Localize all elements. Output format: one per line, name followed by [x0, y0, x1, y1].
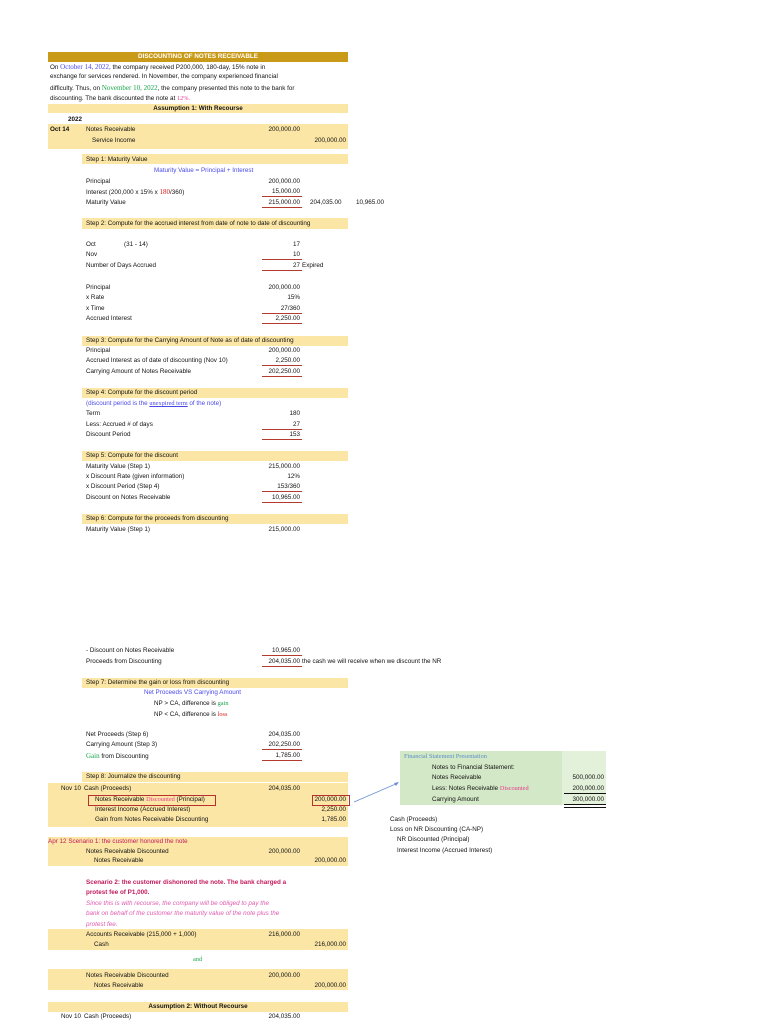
scenario1-title: Apr 12 Scenario 1: the customer honored the note — [48, 838, 188, 845]
step8-cash-label: Cash (Proceeds) — [84, 785, 132, 792]
entry1-credit-account: Service Income — [92, 137, 136, 144]
scenario1-dr: Notes Receivable Discounted — [86, 848, 169, 855]
step1-mv: 215,000.00 — [268, 199, 300, 206]
scenario1-cr-amount: 200,000.00 — [314, 857, 346, 864]
step5-title: Step 5: Compute for the discount — [86, 452, 179, 459]
step3-principal: 200,000.00 — [268, 347, 300, 354]
scenario2-dr-amount: 216,000.00 — [268, 931, 300, 938]
step2-rate-label: x Rate — [86, 294, 105, 301]
step7-np-label: Net Proceeds (Step 6) — [86, 731, 149, 738]
step5-discount-underline — [262, 502, 302, 503]
entry1-credit-amount: 200,000.00 — [314, 137, 346, 144]
step4-period-label: Discount Period — [86, 431, 131, 438]
step1-title: Step 1: Maturity Value — [86, 156, 148, 163]
intro-line-2: exchange for services rendered. In November, the company experienced financial — [50, 73, 278, 80]
scenario2-cr2: Notes Receivable — [94, 982, 144, 989]
step6-mv-label: Maturity Value (Step 1) — [86, 526, 150, 533]
assumption2-title: Assumption 2: Without Recourse — [148, 1003, 248, 1010]
scenario2-title-2: protest fee of P1,000. — [86, 889, 150, 896]
step3-underline — [262, 365, 302, 366]
step2-accrued: 2,250.00 — [275, 315, 300, 322]
step8-gain-label: Gain from Notes Receivable Discounting — [95, 816, 209, 823]
step5-period: 153/360 — [277, 483, 300, 490]
step2-days-value: 27 — [292, 262, 300, 269]
step2-nov-value: 10 — [292, 251, 300, 258]
step7-ca: 202,250.00 — [268, 741, 300, 748]
fs-less: 200,000.00 — [572, 785, 604, 792]
step4-title: Step 4: Compute for the discount period — [86, 389, 198, 396]
step8-ii: 2,250.00 — [321, 806, 346, 813]
step8-nrd: 200,000.00 — [314, 796, 346, 803]
fs-nr: 500,000.00 — [572, 774, 604, 781]
step4-less: 27 — [292, 421, 300, 428]
fs-carrying-label: Carrying Amount — [432, 796, 479, 803]
step5-discount-label: Discount on Notes Receivable — [86, 494, 171, 501]
step6-less: 10,965.00 — [271, 647, 300, 654]
scenario2-and: and — [193, 956, 203, 963]
side-note-line-1: Cash (Proceeds) — [390, 816, 438, 823]
intro-line-1: On October 14, 2022, the company received P200,000, 180-day, 15% note in — [50, 63, 266, 71]
step4-term: 180 — [289, 410, 300, 417]
step2-expired-label: Expired — [302, 262, 324, 269]
step7-gain-underline — [262, 760, 302, 761]
step4-less-label: Less: Accrued # of days — [86, 421, 153, 428]
scenario2-dr2: Notes Receivable Discounted — [86, 972, 169, 979]
side-note-line-3: NR Discounted (Principal) — [397, 836, 470, 843]
step2-principal: 200,000.00 — [268, 284, 300, 291]
step7-rule-gain: NP > CA, difference is gain — [154, 700, 229, 707]
step6-less-label: - Discount on Notes Receivable — [86, 647, 175, 654]
arrow-connector-icon — [352, 780, 402, 804]
step5-mv: 215,000.00 — [268, 463, 300, 470]
step3-title: Step 3: Compute for the Carrying Amount of Note as of date of discounting — [86, 337, 294, 344]
step7-underline — [262, 749, 302, 750]
step6-mv: 215,000.00 — [268, 526, 300, 533]
side-note-line-4: Interest Income (Accrued Interest) — [397, 847, 493, 854]
step7-ca-label: Carrying Amount (Step 3) — [86, 741, 158, 748]
step2-accrued-underline — [262, 313, 302, 314]
scenario2-title-1: Scenario 2: the customer dishonored the note. The bank charged a — [86, 879, 287, 886]
fs-title: Financial Statement Presentation — [404, 753, 487, 760]
step2-days-label: Number of Days Accrued — [86, 262, 156, 269]
step1-mv-underline — [262, 207, 302, 208]
step2-principal-label: Principal — [86, 284, 111, 291]
step2-days-total-underline — [262, 270, 302, 271]
step5-discount: 10,965.00 — [271, 494, 300, 501]
step6-proceeds: 204,035.00 — [268, 658, 300, 665]
entry1-date: Oct 14 — [50, 126, 70, 133]
step1-formula: Maturity Value = Principal + Interest — [154, 167, 254, 174]
step2-rate: 15% — [287, 294, 300, 301]
step6-title: Step 6: Compute for the proceeds from discounting — [86, 515, 229, 522]
step8-cash: 204,035.00 — [268, 785, 300, 792]
step1-interest-label: Interest (200,000 x 15% x 180/360) — [86, 188, 185, 196]
step2-title: Step 2: Compute for the accrued interest from date of note to date of discounting — [86, 220, 311, 227]
fs-carrying: 300,000.00 — [572, 796, 604, 803]
scenario2-note-3: protest fee. — [86, 921, 118, 928]
step3-accrued: 2,250.00 — [275, 357, 300, 364]
step2-oct-value: 17 — [292, 241, 300, 248]
step1-principal-label: Principal — [86, 178, 111, 185]
step5-rate-label: x Discount Rate (given information) — [86, 473, 185, 480]
step3-accrued-label: Accrued Interest as of date of discounting (Nov 10) — [86, 357, 228, 364]
scenario2-note-1: Since this is with recourse, the company will be obliged to pay the — [86, 900, 270, 907]
entry1-debit-amount: 200,000.00 — [268, 126, 300, 133]
scenario2-cr: Cash — [94, 941, 109, 948]
step5-underline — [262, 491, 302, 492]
step2-accrued-total-underline — [262, 323, 302, 324]
intro-line-3: difficulty. Thus, on November 10, 2022, the company presented this note to the bank for — [50, 84, 295, 92]
assumption1-title: Assumption 1: With Recourse — [153, 105, 243, 112]
step2-accrued-label: Accrued Interest — [86, 315, 132, 322]
step4-period: 153 — [289, 431, 300, 438]
scenario2-dr2-amount: 200,000.00 — [268, 972, 300, 979]
step2-days-underline — [262, 259, 302, 260]
step7-np: 204,035.00 — [268, 731, 300, 738]
step4-underline — [262, 429, 302, 430]
step6-underline — [262, 655, 302, 656]
step6-proceeds-label: Proceeds from Discounting — [86, 658, 162, 665]
step7-title: Step 7: Determine the gain or loss from discounting — [86, 679, 230, 686]
step6-proceeds-underline — [262, 666, 302, 667]
step1-mv-label: Maturity Value — [86, 199, 126, 206]
step3-principal-label: Principal — [86, 347, 111, 354]
step7-gain-label: Gain from Discounting — [86, 752, 149, 760]
step4-note: (discount period is the unexpired term of the note) — [86, 400, 222, 407]
scenario2-dr: Accounts Receivable (215,000 + 1,000) — [86, 931, 197, 938]
fs-underline — [564, 793, 606, 794]
page-title: DISCOUNTING OF NOTES RECEIVABLE — [138, 53, 258, 60]
step3-carrying-underline — [262, 376, 302, 377]
scenario2-cr2-amount: 200,000.00 — [314, 982, 346, 989]
step8-nrd-label: Notes Receivable Discounted (Principal) — [95, 796, 205, 803]
step1-interest: 15,000.00 — [271, 188, 300, 195]
fs-nr-label: Notes Receivable — [432, 774, 482, 781]
scenario2-cr-amount: 216,000.00 — [314, 941, 346, 948]
step2-oct-calc: (31 - 14) — [124, 241, 148, 248]
step1-underline — [262, 196, 302, 197]
intro-line-4: discounting. The bank discounted the note at 12%. — [50, 95, 191, 102]
fs-double-underline — [564, 804, 606, 808]
step1-extra-2: 10,965.00 — [356, 199, 385, 206]
step1-extra-1: 204,035.00 — [310, 199, 342, 206]
scenario1-cr: Notes Receivable — [94, 857, 144, 864]
scenario2-note-2: bank on behalf of the customer the maturity value of the note plus the — [86, 910, 280, 917]
fs-notes-title: Notes to Financial Statement: — [432, 764, 515, 771]
step7-rule-loss: NP < CA, difference is loss — [154, 711, 228, 718]
step2-oct-label: Oct — [86, 241, 96, 248]
step1-principal: 200,000.00 — [268, 178, 300, 185]
step4-period-underline — [262, 439, 302, 440]
step8-gain: 1,785.00 — [321, 816, 346, 823]
step3-carrying-label: Carrying Amount of Notes Receivable — [86, 368, 191, 375]
last-entry-date: Nov 10 — [61, 1013, 81, 1020]
step7-gain: 1,785.00 — [275, 752, 300, 759]
last-entry-amount: 204,035.00 — [268, 1013, 300, 1020]
fs-less-label: Less: Notes Receivable Discounted — [432, 785, 529, 792]
step3-carrying: 202,250.00 — [268, 368, 300, 375]
step2-nov-label: Nov — [86, 251, 98, 258]
step5-rate: 12% — [287, 473, 300, 480]
step4-term-label: Term — [86, 410, 100, 417]
step5-period-label: x Discount Period (Step 4) — [86, 483, 160, 490]
last-entry-label: Cash (Proceeds) — [84, 1013, 132, 1020]
side-note-line-2: Loss on NR Discounting (CA-NP) — [390, 826, 484, 833]
step7-compare: Net Proceeds VS Carrying Amount — [144, 689, 241, 696]
step8-ii-label: Interest Income (Accrued Interest) — [95, 806, 191, 813]
step2-time: 27/360 — [280, 305, 300, 312]
year-label: 2022 — [68, 116, 83, 123]
step5-mv-label: Maturity Value (Step 1) — [86, 463, 150, 470]
entry1-debit-account: Notes Receivable — [86, 126, 136, 133]
scenario1-dr-amount: 200,000.00 — [268, 848, 300, 855]
step8-title: Step 8: Journalize the discounting — [86, 773, 181, 780]
step8-date: Nov 10 — [61, 785, 81, 792]
step6-proceeds-note: the cash we will receive when we discount the NR — [302, 658, 442, 665]
step2-time-label: x Time — [86, 305, 105, 312]
